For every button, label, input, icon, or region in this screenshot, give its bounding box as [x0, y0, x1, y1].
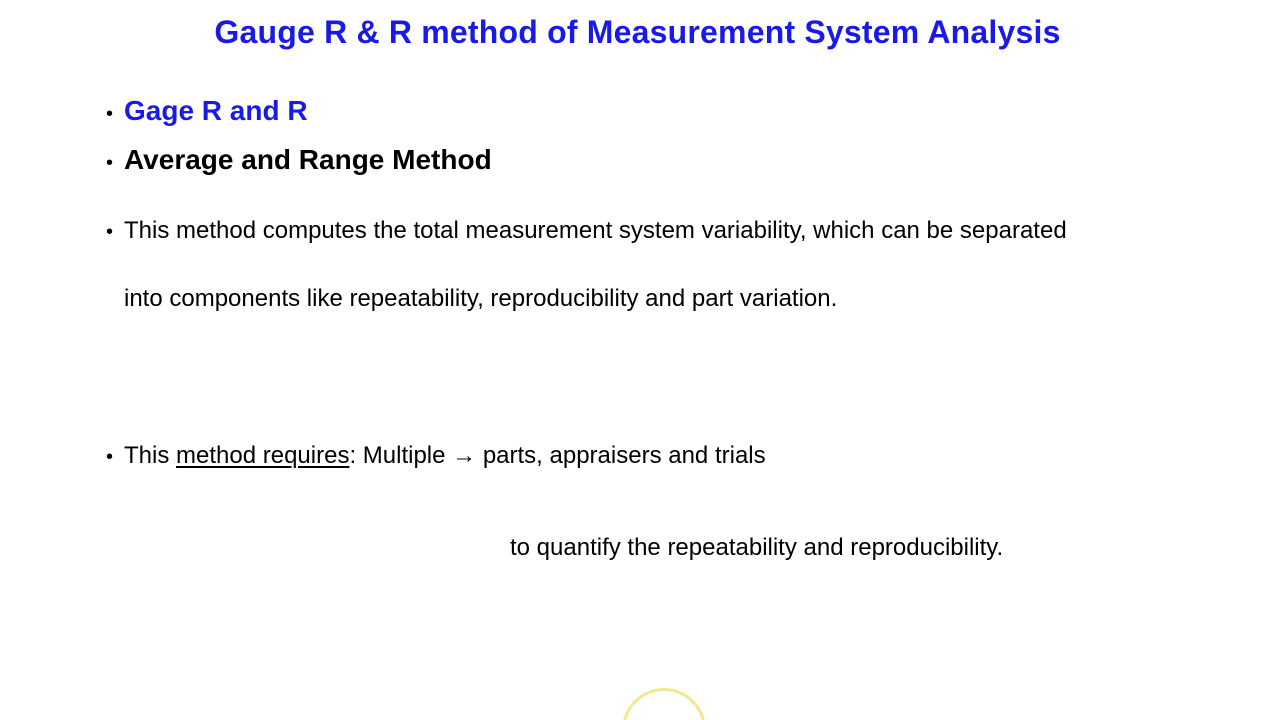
bullet-marker: •	[106, 152, 114, 174]
bullet-marker: •	[106, 103, 114, 125]
method-requires-lead: This	[124, 442, 177, 469]
bullet-marker: •	[106, 446, 114, 468]
bullet-method-requires	[124, 442, 766, 470]
bullet-method-computes-line2: into components like repeatability, reproducibility and part variation.	[124, 285, 838, 312]
pointer-highlight-circle	[622, 688, 706, 720]
bullet-marker: •	[106, 221, 114, 243]
method-requires-continuation: to quantify the repeatability and reproducibility.	[510, 534, 1004, 561]
method-requires-rest: : Multiple → parts, appraisers and trials	[349, 442, 766, 469]
bullet-method-computes-line1: This method computes the total measurement system variability, which can be separated	[124, 217, 1067, 244]
bullet-average-and-range-method: Average and Range Method	[124, 144, 492, 175]
bullet-gage-r-and-r: Gage R and R	[124, 95, 308, 126]
method-requires-underlined: method requires	[176, 442, 350, 469]
slide-title: Gauge R & R method of Measurement System Analysis	[214, 14, 1061, 50]
